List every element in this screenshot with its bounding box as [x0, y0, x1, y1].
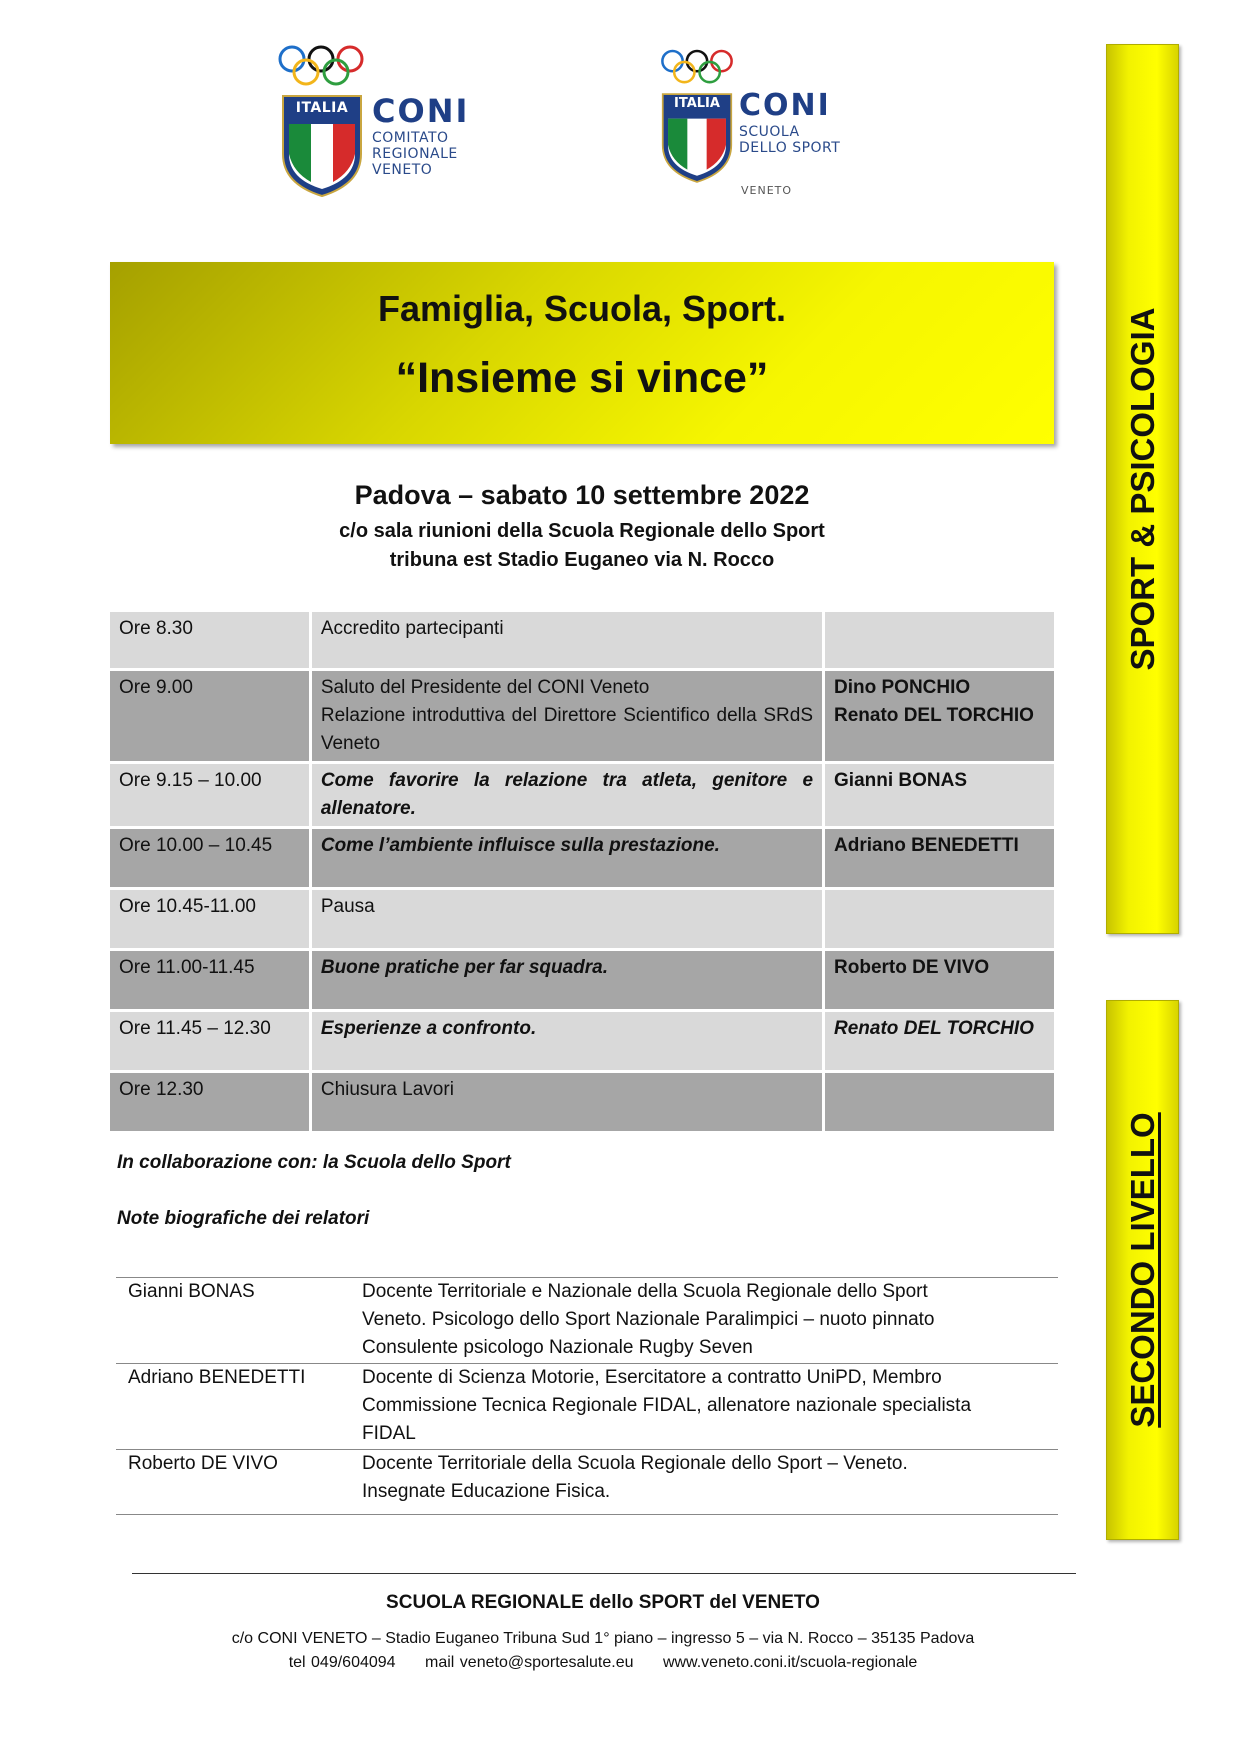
- olympic-rings-icon: [276, 44, 366, 88]
- program-activity: Buone pratiche per far squadra.: [312, 951, 822, 1009]
- program-table: [107, 609, 1057, 1134]
- program-speaker: Renato DEL TORCHIO: [825, 1012, 1054, 1070]
- collaboration-note: In collaborazione con: la Scuola dello Sport: [117, 1152, 511, 1173]
- table-row: [116, 1450, 1058, 1515]
- banner-subtitle: “Insieme si vince”: [395, 354, 769, 402]
- footer-tel: tel 049/604094: [288, 1654, 396, 1671]
- table-row: [116, 1278, 1058, 1364]
- logo-footnote: VENETO: [741, 184, 793, 197]
- bio-name: Roberto DE VIVO: [128, 1453, 278, 1474]
- program-activity: Chiusura Lavori: [312, 1073, 822, 1131]
- logo-subtitle: SCUOLA DELLO SPORT: [739, 124, 841, 156]
- program-time: Ore 10.00 – 10.45: [110, 829, 309, 887]
- bio-name: Adriano BENEDETTI: [128, 1367, 306, 1388]
- sidebar-secondo-livello: [1106, 1000, 1179, 1540]
- footer-title: SCUOLA REGIONALE dello SPORT del VENETO: [386, 1592, 820, 1613]
- table-row: [110, 829, 1054, 887]
- bio-text: Docente di Scienza Motorie, Esercitatore a contratto UniPD, Membro Commissione Tecnica Regionale FIDAL, allenatore nazionale specialista FIDAL: [362, 1367, 972, 1444]
- table-row: [110, 764, 1054, 826]
- banner-title: Famiglia, Scuola, Sport.: [377, 288, 787, 329]
- footer-address: c/o CONI VENETO – Stadio Euganeo Tribuna Sud 1° piano – ingresso 5 – via N. Rocco – 35135 Padova: [231, 1630, 975, 1647]
- bio-heading: Note biografiche dei relatori: [117, 1208, 370, 1229]
- coni-scuola-sport-logo: [657, 48, 877, 208]
- program-time: Ore 10.45-11.00: [110, 890, 309, 948]
- program-speaker: [825, 890, 1054, 948]
- program-time: Ore 9.15 – 10.00: [110, 764, 309, 826]
- title-banner: [110, 262, 1054, 444]
- logo-badge: ITALIA: [674, 96, 720, 111]
- program-time: Ore 12.30: [110, 1073, 309, 1131]
- table-row: [110, 612, 1054, 668]
- program-speaker: Dino PONCHIO Renato DEL TORCHIO: [825, 671, 1054, 761]
- footer-mail[interactable]: mail veneto@sportesalute.eu: [425, 1654, 634, 1671]
- program-activity: Come favorire la relazione tra atleta, genitore e allenatore.: [312, 764, 822, 826]
- program-activity: Pausa: [312, 890, 822, 948]
- logo-subtitle: COMITATO REGIONALE VENETO: [372, 130, 458, 178]
- program-speaker: [825, 612, 1054, 668]
- event-place-date: Padova – sabato 10 settembre 2022: [354, 480, 810, 510]
- program-time: Ore 9.00: [110, 671, 309, 761]
- program-activity: Saluto del Presidente del CONI Veneto Relazione introduttiva del Direttore Scientifico della SRdS Veneto: [312, 671, 822, 761]
- footer-web[interactable]: www.veneto.coni.it/scuola-regionale: [662, 1654, 918, 1671]
- sidebar-label-bottom: SECONDO LIVELLO: [1123, 1112, 1161, 1428]
- logo-title: CONI: [372, 92, 470, 130]
- program-speaker: Adriano BENEDETTI: [825, 829, 1054, 887]
- bio-text: Docente Territoriale e Nazionale della Scuola Regionale dello Sport Veneto. Psicologo dello Sport Nazionale Paralimpici – nuoto pinnato Consulente psicologo Nazionale Rugby Seven: [362, 1281, 935, 1358]
- program-speaker: Gianni BONAS: [825, 764, 1054, 826]
- sidebar-label-top: SPORT & PSICOLOGIA: [1123, 307, 1161, 671]
- program-speaker: Roberto DE VIVO: [825, 951, 1054, 1009]
- coni-veneto-logo: [276, 44, 496, 204]
- event-venue: c/o sala riunioni della Scuola Regionale dello Sport: [339, 520, 825, 542]
- footer-divider: [132, 1573, 1076, 1574]
- event-address: tribuna est Stadio Euganeo via N. Rocco: [389, 549, 775, 571]
- bio-name: Gianni BONAS: [128, 1281, 255, 1302]
- table-row: [116, 1364, 1058, 1450]
- table-row: [110, 1012, 1054, 1070]
- logo-title: CONI: [739, 88, 831, 123]
- program-time: Ore 11.45 – 12.30: [110, 1012, 309, 1070]
- table-row: [110, 890, 1054, 948]
- footer-contacts: [110, 1654, 1096, 1672]
- table-row: [110, 1073, 1054, 1131]
- sidebar-sport-psicologia: [1106, 44, 1179, 934]
- program-activity: Come l’ambiente influisce sulla prestazione.: [312, 829, 822, 887]
- logo-badge: ITALIA: [295, 100, 349, 116]
- program-time: Ore 8.30: [110, 612, 309, 668]
- program-activity: Accredito partecipanti: [312, 612, 822, 668]
- olympic-rings-icon: [659, 48, 735, 86]
- table-row: [110, 951, 1054, 1009]
- program-time: Ore 11.00-11.45: [110, 951, 309, 1009]
- bio-table: [116, 1277, 1058, 1515]
- table-row: [110, 671, 1054, 761]
- bio-text: Docente Territoriale della Scuola Regionale dello Sport – Veneto. Insegnate Educazione Fisica.: [362, 1453, 908, 1502]
- program-speaker: [825, 1073, 1054, 1131]
- program-activity: Esperienze a confronto.: [312, 1012, 822, 1070]
